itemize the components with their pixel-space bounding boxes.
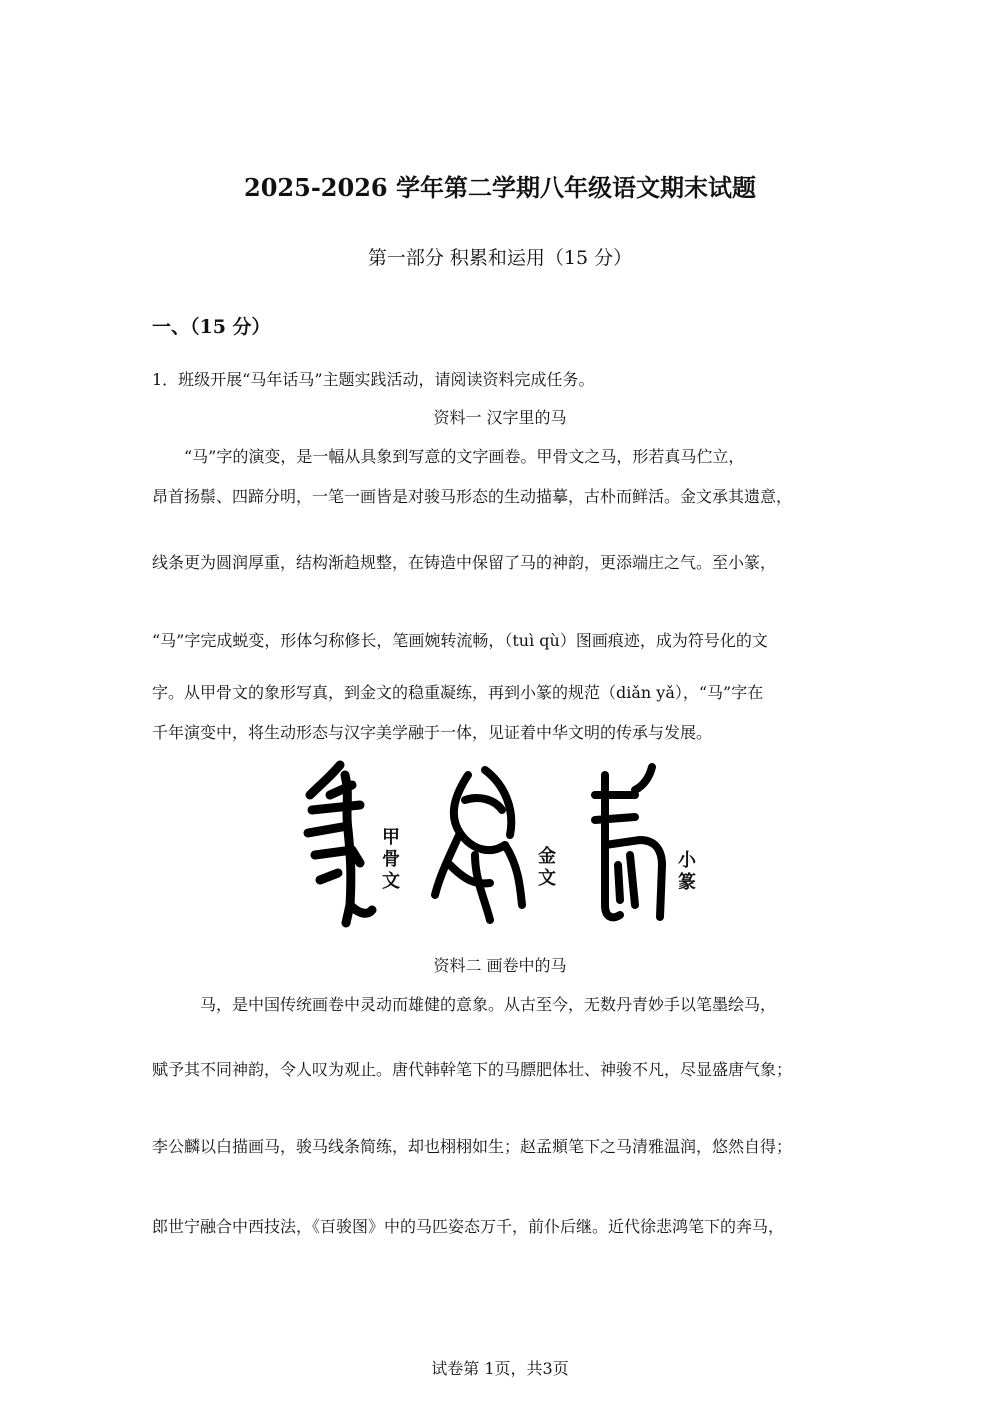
material-2-line: 郎世宁融合中西技法，《百骏图》中的马匹姿态万千，前仆后继。近代徐悲鸿笔下的奔马， (152, 1217, 785, 1236)
bronze-horse-glyph (435, 770, 522, 920)
material-1-line: 昂首扬鬃、四蹄分明，一笔一画皆是对骏马形态的生动描摹，古朴而鲜活。金文承其遗意， (152, 487, 793, 506)
material-2-line: 赋予其不同神韵，令人叹为观止。唐代韩幹笔下的马膘肥体壮、神骏不凡，尽显盛唐气象； (152, 1060, 793, 1079)
material-1-line: 字。从甲骨文的象形写真，到金文的稳重凝练，再到小篆的规范（diǎn yǎ），“马”字在 (152, 683, 764, 702)
page-footer: 试卷第 1页，共3页 (431, 1359, 569, 1378)
oracle-bone-horse-glyph (308, 765, 372, 923)
exam-title: 2025-2026 学年第二学期八年级语文期末试题 (244, 173, 756, 202)
material-1-caption: 资料一 汉字里的马 (433, 408, 567, 427)
material-1-line: 千年演变中，将生动形态与汉字美学融于一体，见证着中华文明的传承与发展。 (152, 723, 713, 742)
material-2-caption: 资料二 画卷中的马 (433, 956, 567, 975)
section-heading: 一、（15 分） (152, 316, 271, 338)
horse-character-evolution-figure (290, 755, 710, 935)
material-1-line: 线条更为圆润厚重，结构渐趋规整，在铸造中保留了马的神韵，更添端庄之气。至小篆， (152, 553, 777, 572)
material-1-line: “马”字完成蜕变，形体匀称修长，笔画婉转流畅，（tuì qù）图画痕迹，成为符号化的文 (152, 631, 768, 650)
figure-label-oracle: 甲骨文 (382, 827, 400, 892)
material-1-line: “马”字的演变，是一幅从具象到写意的文字画卷。甲骨文之马，形若真马伫立， (184, 447, 745, 466)
material-2-line: 马，是中国传统画卷中灵动而雄健的意象。从古至今，无数丹青妙手以笔墨绘马， (200, 995, 777, 1014)
figure-label-seal: 小篆 (678, 850, 696, 893)
part-heading: 第一部分 积累和运用（15 分） (367, 247, 633, 269)
question-1: 1．班级开展“马年话马”主题实践活动，请阅读资料完成任务。 (152, 370, 595, 389)
figure-label-bronze: 金文 (538, 846, 556, 889)
material-2-line: 李公麟以白描画马，骏马线条简练，却也栩栩如生；赵孟頫笔下之马清雅温润，悠然自得； (152, 1137, 793, 1156)
small-seal-horse-glyph (595, 767, 662, 917)
